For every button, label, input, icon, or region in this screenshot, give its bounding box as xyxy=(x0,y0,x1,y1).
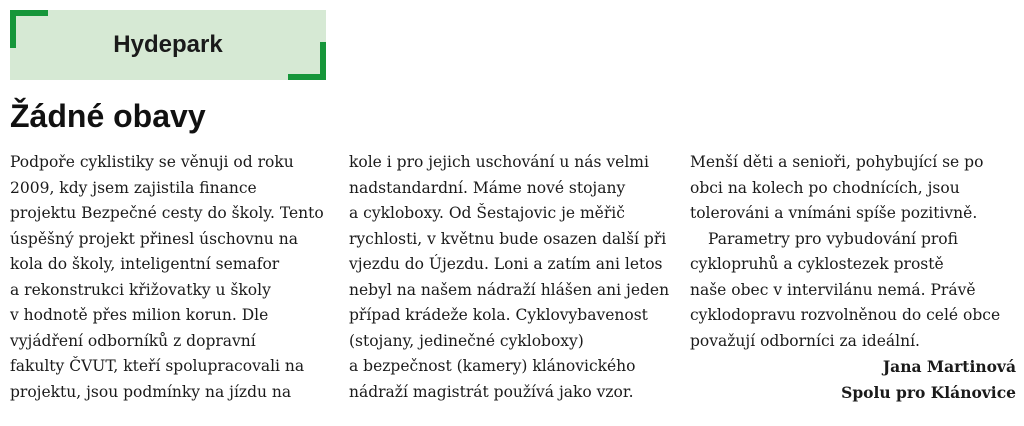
text-line: projektu, jsou podmínky na jízdu na xyxy=(10,382,292,401)
text-line: Podpoře cyklistiky se věnuji od roku xyxy=(10,153,294,171)
text-line: případ krádeže kola. Cyklovybavenost xyxy=(349,306,648,324)
author-affiliation: Spolu pro Klánovice xyxy=(841,382,1016,402)
article-column-2 xyxy=(349,150,669,405)
text-line: nadstandardní. Máme nové stojany xyxy=(349,178,626,197)
text-line: považují odborníci za ideální. xyxy=(690,331,920,350)
text-line: a cykloboxy. Od Šestajovic je měřič xyxy=(349,204,625,222)
text-line: Parametry pro vybudování profi xyxy=(708,229,958,248)
author-name: Jana Martinová xyxy=(882,357,1016,376)
text-line: úspěšný projekt přinesl úschovnu na xyxy=(10,229,298,248)
text-line: a rekonstrukci křižovatky u školy xyxy=(10,280,271,299)
text-line: (stojany, jedinečné cykloboxy) xyxy=(349,331,584,350)
text-line: fakulty ČVUT, kteří spolupracovali na xyxy=(10,357,305,375)
section-label: Hydepark xyxy=(113,31,223,58)
text-line: v hodnotě přes milion korun. Dle xyxy=(10,306,269,324)
text-line: vjezdu do Újezdu. Loni a zatím ani letos xyxy=(349,255,663,273)
text-line: Menší děti a senioři, pohybující se po xyxy=(690,153,984,171)
article-headline: Žádné obavy xyxy=(10,98,206,134)
text-line: rychlosti, v květnu bude osazen další při xyxy=(349,229,667,248)
text-line: nádraží magistrát používá jako vzor. xyxy=(349,382,634,401)
text-line: projektu Bezpečné cesty do školy. Tento xyxy=(10,204,324,222)
text-line: 2009, kdy jsem zajistila finance xyxy=(10,178,257,197)
text-line: obci na kolech po chodnících, jsou xyxy=(690,178,960,197)
article-column-1 xyxy=(10,150,330,405)
text-line: cyklopruhů a cyklostezek prostě xyxy=(690,255,944,273)
text-line: cyklodopravu rozvolněnou do celé obce xyxy=(690,306,1001,324)
text-line: kole i pro jejich uschování u nás velmi xyxy=(349,153,649,171)
article-column-3 xyxy=(690,150,1016,405)
text-line: a bezpečnost (kamery) klánovického xyxy=(349,357,636,375)
text-line: tolerováni a vnímáni spíše pozitivně. xyxy=(690,204,978,222)
text-line: nebyl na našem nádraží hlášen ani jeden xyxy=(349,280,670,299)
text-line: vyjádření odborníků z dopravní xyxy=(10,331,256,350)
text-line: kola do školy, inteligentní semafor xyxy=(10,255,280,273)
text-line: naše obec v intervilánu nemá. Právě xyxy=(690,280,976,299)
